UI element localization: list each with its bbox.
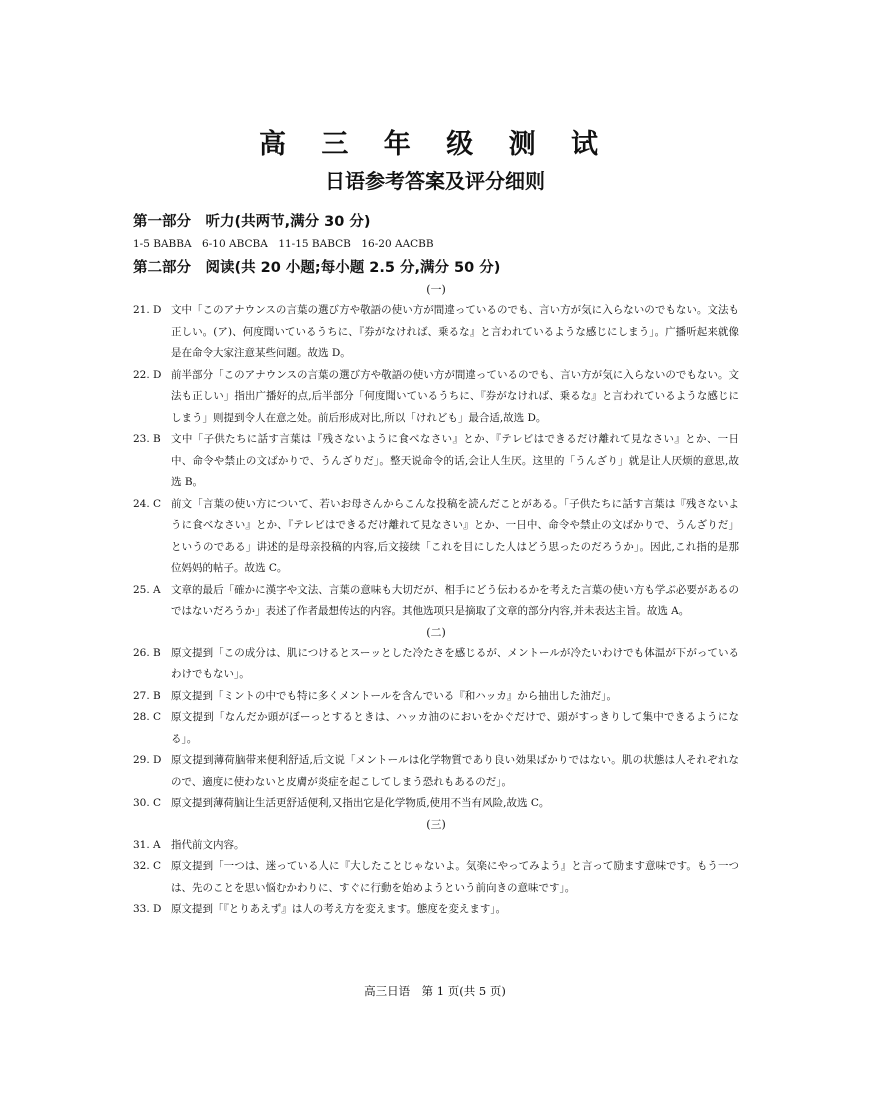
item-number: 23. B xyxy=(133,433,161,445)
item-number: 21. D xyxy=(133,304,162,316)
answer-item-26 xyxy=(133,643,739,686)
answer-item-29 xyxy=(133,750,739,793)
page-subtitle: 日语参考答案及评分细则 xyxy=(325,169,545,193)
item-explanation: 指代前文内容。 xyxy=(171,838,245,851)
item-explanation: 文中「このアナウンスの言葉の選び方や敬語の使い方が間違っているのでも、言い方が気に入らないのでもない。文法も正しい。(ア)、何度聞いているうちに、『券がなければ、乗るな』と言われているような感じにしまう」。广播听起来就像是在命令大家注意某些问题。故选 D。 xyxy=(171,304,739,359)
answer-item-28 xyxy=(133,707,739,750)
item-explanation: 原文提到「ミントの中でも特に多くメントールを含んでいる『和ハッカ』から抽出した油だ」。 xyxy=(171,689,618,702)
item-number: 25. A xyxy=(133,583,161,596)
answer-item-23 xyxy=(133,429,739,494)
item-number: 27. B xyxy=(133,689,161,702)
answer-item-33 xyxy=(133,899,739,921)
part1-answers: 1-5 BABBA 6-10 ABCBA 11-15 BABCB 16-20 AACBB xyxy=(133,238,434,250)
item-explanation: 原文提到「この成分は、肌につけるとスーッとした冷たさを感じるが、メントールが冷たいわけでも体温が下がっているわけでもない」。 xyxy=(171,646,739,680)
item-explanation: 原文提到「『とりあえず』は人の考え方を変えます。態度を変えます」。 xyxy=(171,903,507,915)
item-number: 33. D xyxy=(133,903,162,915)
answer-item-27 xyxy=(133,686,739,708)
answer-item-32 xyxy=(133,856,739,899)
item-number: 22. D xyxy=(133,368,162,381)
item-number: 24. C xyxy=(133,497,162,510)
section-label: (一) xyxy=(426,283,446,296)
section-label: (三) xyxy=(426,817,446,831)
answer-item-22 xyxy=(133,365,739,430)
answer-item-24 xyxy=(133,494,739,580)
item-number: 26. B xyxy=(133,646,161,659)
item-number: 32. C xyxy=(133,860,162,872)
item-number: 28. C xyxy=(133,711,162,723)
item-number: 31. A xyxy=(133,838,161,851)
answer-item-25 xyxy=(133,580,739,623)
item-explanation: 原文提到「なんだか頭がぼーっとするときは、ハッカ油のにおいをかぐだけで、頭がすっきりして集中できるようになる」。 xyxy=(171,711,739,745)
item-number: 29. D xyxy=(133,754,162,766)
item-explanation: 原文提到「一つは、迷っている人に『大したことじゃないよ。気楽にやってみよう』と言って励ます意味です。もう一つは、先のことを思い悩むかわりに、すぐに行動を始めようという前向きの意味です」。 xyxy=(171,860,739,894)
answer-item-21 xyxy=(133,300,739,365)
item-explanation: 前半部分「このアナウンスの言葉の選び方や敬語の使い方が間違っているのでも、言い方が気に入らないのでもない。文法も正しい」指出广播好的点,后半部分「何度聞いているうちに、『券がなければ、乗るな』と言われているような感じにしまう」则提到令人在意之处。前后形成对比,所以「けれども」最合适,故选 D。 xyxy=(171,368,739,424)
item-explanation: 原文提到薄荷脑带来便利舒适,后文说「メントールは化学物質であり良い効果ばかりではない。肌の状態は人それぞれなので、適度に使わないと皮膚が炎症を起こしてしまう恐れもあるのだ」。 xyxy=(171,754,739,788)
answer-item-30 xyxy=(133,793,739,815)
item-number: 30. C xyxy=(133,797,162,809)
page-footer: 高三日语 第 1 页(共 5 页) xyxy=(364,984,506,998)
item-explanation: 前文「言葉の使い方について、若いお母さんからこんな投稿を読んだことがある。「子供たちに話す言葉は『残さないように食べなさい』とか、『テレビはできるだけ離れて見なさい』とか、一日中、命令や禁止の文ばかりで、うんざりだ」というのである」讲述的是母亲投稿的内容,后文接续「これを目にした人はどう思ったのだろうか」。因此,これ指的是那位妈妈的帖子。故选 C。 xyxy=(171,497,739,574)
part2-heading: 第二部分 阅读(共 20 小题;每小题 2.5 分,满分 50 分) xyxy=(133,260,501,276)
answer-item-31 xyxy=(133,835,739,857)
part1-heading: 第一部分 听力(共两节,满分 30 分) xyxy=(133,214,371,230)
item-explanation: 文章的最后「確かに漢字や文法、言葉の意味も大切だが、相手にどう伝わるかを考えた言葉の使い方も学ぶ必要があるのではないだろうか」表述了作者最想传达的内容。其他选项只是摘取了文章的部分内容,并未表达主旨。故选 A。 xyxy=(171,583,739,617)
section-label: (二) xyxy=(426,625,446,639)
item-explanation: 文中「子供たちに話す言葉は『残さないように食べなさい』とか、『テレビはできるだけ離れて見なさい』とか、一日中、命令や禁止の文ばかりで、うんざりだ」。整天说命令的话,会让人生厌。这里的「うんざり」就是让人厌烦的意思,故选 B。 xyxy=(171,433,739,488)
content xyxy=(133,210,739,921)
page-title: 高 三 年 级 测 试 xyxy=(259,129,611,160)
item-explanation: 原文提到薄荷脑让生活更舒适便利,又指出它是化学物质,使用不当有风险,故选 C。 xyxy=(171,797,550,809)
